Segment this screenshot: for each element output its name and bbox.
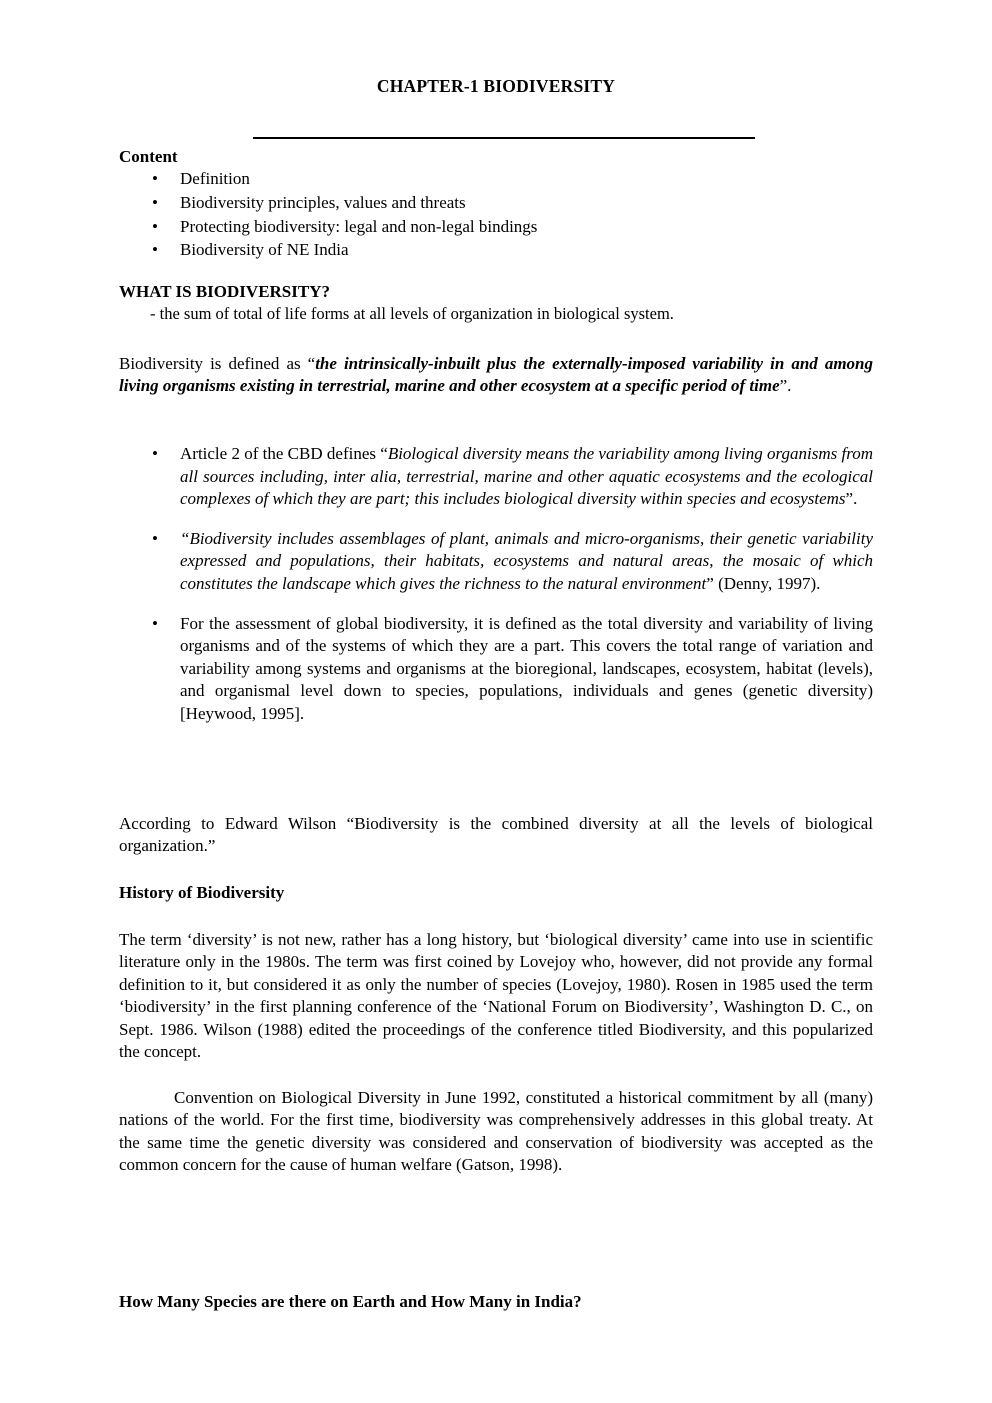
what-is-biodiversity-heading: WHAT IS BIODIVERSITY? — [119, 282, 330, 301]
bullet-dot-icon: • — [152, 528, 158, 548]
denny-quote: “Biodiversity includes assemblages of plant, animals and micro-organisms, their genetic variability expressed and populations, their habitats, ecosystems and natural areas, the mosaic of which constitutes the landscape which gives the richness to the natural environment — [180, 528, 873, 594]
list-item — [119, 239, 873, 262]
list-item — [119, 443, 873, 511]
definition-quote: the intrinsically-inbuilt plus the externally-imposed variability in and among living organisms existing in terrestrial, marine and other ecosystem at a specific period of time — [119, 354, 873, 396]
bullet-dot-icon: • — [152, 193, 158, 213]
page-title: CHAPTER-1 BIODIVERSITY — [376, 76, 616, 96]
title-divider-rule — [253, 137, 755, 139]
cbd-lead: Article 2 of the CBD defines “ — [180, 444, 388, 463]
content-section — [119, 146, 873, 263]
denny-citation: ” (Denny, 1997). — [706, 574, 821, 594]
what-is-biodiversity-summary: - the sum of total of life forms at all levels of organization in biological system. — [150, 304, 674, 324]
cbd-quote: Biological diversity means the variability among living organisms from all sources including, inter alia, terrestrial, marine and other aquatic ecosystems and the ecological complexes of which they are part; this includes biological diversity within species and ecosystems — [180, 444, 874, 509]
heywood-text: For the assessment of global biodiversity, it is defined as the total diversity and variability of living organisms and of the systems of which they are a part. This covers the total range of variation and variability among systems and organisms at the bioregional, landscapes, ecosystem, habitat (levels), and organismal level down to species, populations, individuals and genes (genetic diversity) [Heywood, 1995]. — [180, 613, 873, 724]
list-item — [119, 168, 873, 191]
list-item — [119, 192, 873, 215]
definition-outro: ”. — [779, 376, 792, 396]
content-heading: Content — [119, 147, 178, 166]
list-item-label: Biodiversity of NE India — [180, 240, 349, 260]
list-item — [119, 528, 873, 596]
bullet-dot-icon: • — [152, 240, 158, 260]
content-list — [119, 168, 873, 261]
closing-heading: How Many Species are there on Earth and How Many in India? — [119, 1292, 582, 1311]
list-item — [119, 216, 873, 239]
bullet-dot-icon: • — [152, 169, 158, 189]
history-paragraph-one: The term ‘diversity’ is not new, rather has a long history, but ‘biological diversity’ came into use in scientific literature only in the 1980s. The term was first coined by Lovejoy who, however, did not provide any formal definition to it, but considered it as only the number of species (Lovejoy, 1980). Rosen in 1985 used the term ‘biodiversity’ in the first planning conference of the ‘National Forum on Biodiversity’, Washington D. C., on Sept. 1986. Wilson (1988) edited the proceedings of the conference titled Biodiversity, and this popularized the concept. — [119, 930, 873, 1062]
history-paragraph-two: Convention on Biological Diversity in June 1992, constituted a historical commitment by all (many) nations of the world. For the first time, biodiversity was comprehensively addresses in this global treaty. At the same time the genetic diversity was considered and conservation of biodiversity was accepted as the common concern for the cause of human welfare (Gatson, 1998). — [119, 1088, 873, 1175]
what-is-biodiversity-section — [119, 281, 873, 325]
bullet-dot-icon: • — [152, 216, 158, 236]
definitions-list — [119, 443, 873, 726]
wilson-paragraph: According to Edward Wilson “Biodiversity is the combined diversity at all the levels of biological organization.” — [119, 814, 873, 856]
definitions-bullet-section — [119, 443, 873, 726]
cbd-tail: ”. — [845, 489, 858, 509]
history-heading: History of Biodiversity — [119, 883, 285, 902]
bullet-dot-icon: • — [152, 613, 158, 633]
definition-paragraph — [119, 353, 873, 398]
list-item-label: Biodiversity principles, values and threats — [180, 193, 466, 213]
list-item-label: Protecting biodiversity: legal and non-legal bindings — [180, 216, 538, 236]
list-item-label: Definition — [180, 169, 250, 189]
bullet-dot-icon: • — [152, 444, 158, 463]
list-item — [119, 613, 873, 726]
definition-intro: Biodiversity is defined as “ — [119, 354, 316, 373]
